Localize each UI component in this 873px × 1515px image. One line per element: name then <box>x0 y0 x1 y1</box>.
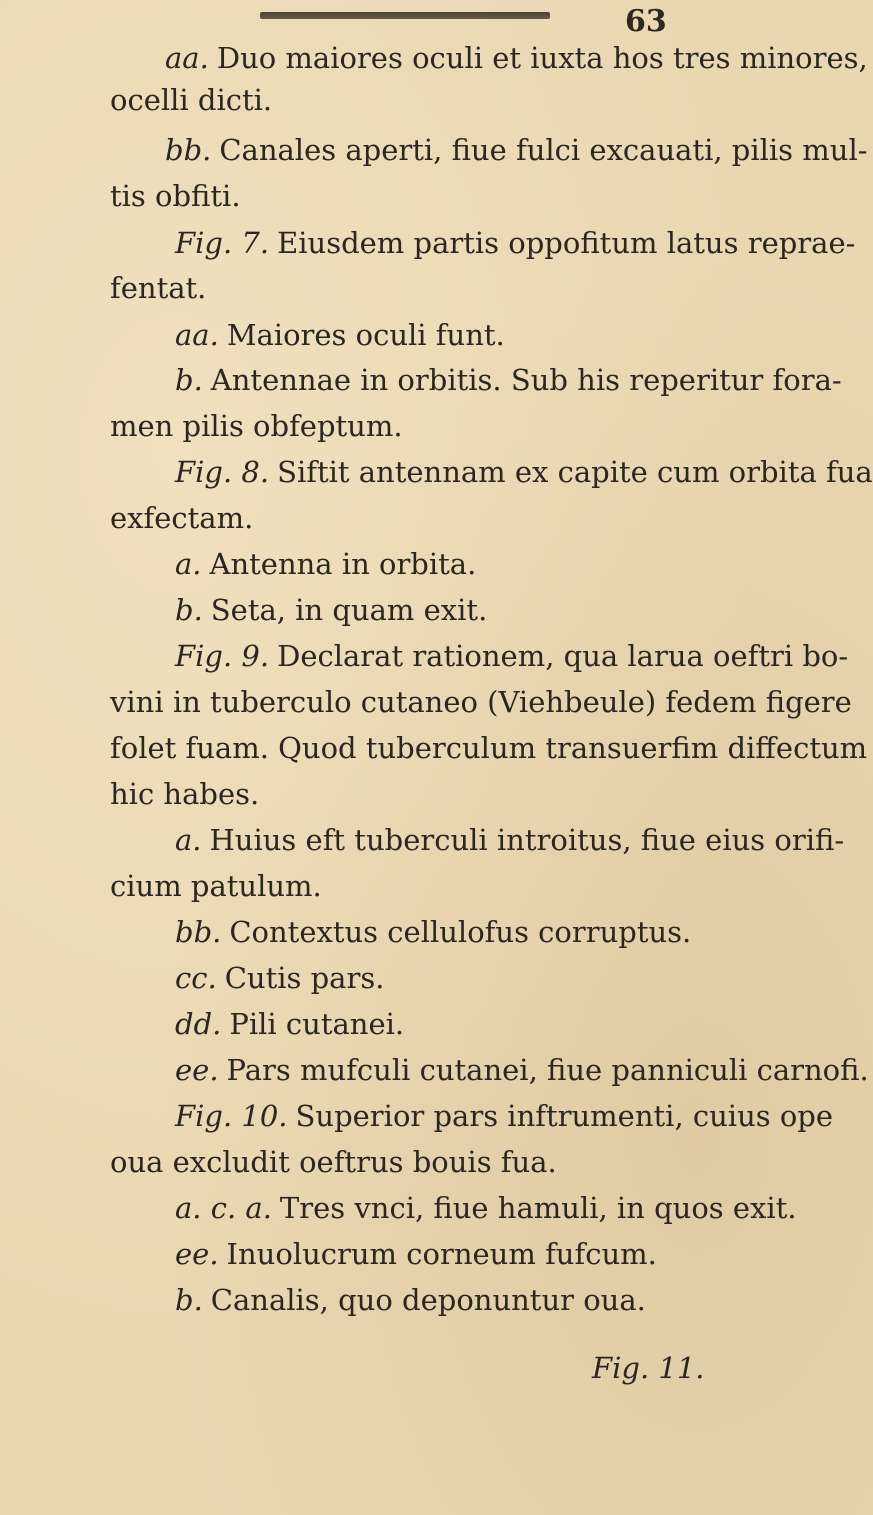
text-line <box>175 960 384 996</box>
text-line <box>175 1098 833 1134</box>
item-text: Pars mufculi cutanei, fiue panniculi carnofi. <box>226 1053 869 1087</box>
item-text: tis obfiti. <box>110 179 241 213</box>
text-line <box>165 132 868 168</box>
text-line <box>110 730 867 766</box>
text-line <box>110 868 322 904</box>
text-line <box>175 1282 646 1318</box>
item-label: aa. <box>165 41 209 75</box>
text-line <box>175 822 844 858</box>
page-number: 63 <box>625 4 667 39</box>
item-text: Eiusdem partis oppofitum latus reprae- <box>277 226 856 260</box>
item-text: Antenna in orbita. <box>209 547 477 581</box>
item-text: Inuolucrum corneum fufcum. <box>226 1237 657 1271</box>
item-text: Pili cutanei. <box>229 1007 405 1041</box>
text-line <box>175 592 487 628</box>
text-line <box>175 1236 657 1272</box>
text-line <box>175 638 848 674</box>
item-text: Maiores oculi funt. <box>226 318 505 352</box>
item-text: Duo maiores oculi et iuxta hos tres minores, <box>216 41 868 75</box>
text-line <box>175 362 842 398</box>
item-text: Antennae in orbitis. Sub his reperitur fora- <box>210 363 842 397</box>
item-label: aa. <box>175 318 219 352</box>
text-line <box>175 225 855 261</box>
item-label: ee. <box>175 1053 219 1087</box>
item-text: cium patulum. <box>110 869 322 903</box>
item-text: Tres vnci, fiue hamuli, in quos exit. <box>279 1191 797 1225</box>
text-line <box>110 500 253 536</box>
item-label: b. <box>175 1283 203 1317</box>
text-line <box>110 178 241 214</box>
item-text: fentat. <box>110 271 207 305</box>
text-line <box>110 1144 557 1180</box>
item-text: Cutis pars. <box>224 961 385 995</box>
item-text: exfectam. <box>110 501 254 535</box>
item-label: a. <box>175 823 202 857</box>
text-line <box>110 684 852 720</box>
text-line <box>165 40 868 76</box>
text-line <box>175 1052 869 1088</box>
text-line <box>110 408 403 444</box>
text-line <box>110 270 206 306</box>
item-text: ocelli dicti. <box>110 83 273 117</box>
item-text: hic habes. <box>110 777 260 811</box>
text-line <box>110 82 272 118</box>
item-text: Siftit antennam ex capite cum orbita fua <box>277 455 873 489</box>
item-text: folet fuam. Quod tuberculum transuerfim diffectum <box>110 731 868 765</box>
item-label: a. <box>175 547 202 581</box>
text-line <box>175 454 873 490</box>
item-label: dd. <box>175 1007 222 1041</box>
item-text: Canales aperti, fiue fulci excauati, pilis mul- <box>219 133 868 167</box>
item-text: oua excludit oeftrus bouis fua. <box>110 1145 557 1179</box>
text-line <box>175 317 505 353</box>
item-label: ee. <box>175 1237 219 1271</box>
text-line <box>110 776 259 812</box>
catchword: Fig. 11. <box>592 1351 705 1385</box>
item-text: Canalis, quo deponuntur oua. <box>210 1283 646 1317</box>
item-text: Seta, in quam exit. <box>210 593 488 627</box>
item-text: Superior pars inftrumenti, cuius ope <box>295 1099 834 1133</box>
item-label: bb. <box>165 133 212 167</box>
item-label: cc. <box>175 961 217 995</box>
figure-label: Fig. 9. <box>175 639 270 673</box>
item-text: Contextus cellulofus corruptus. <box>229 915 692 949</box>
item-text: vini in tuberculo cutaneo (Viehbeule) fedem figere <box>110 685 852 719</box>
figure-label: Fig. 8. <box>175 455 270 489</box>
text-line <box>175 1190 797 1226</box>
figure-label: Fig. 7. <box>175 226 270 260</box>
figure-label: Fig. 10. <box>175 1099 288 1133</box>
header-rule <box>260 12 550 19</box>
item-label: bb. <box>175 915 222 949</box>
item-label: b. <box>175 363 203 397</box>
item-text: Declarat rationem, qua larua oeftri bo- <box>277 639 849 673</box>
item-label: a. c. a. <box>175 1191 272 1225</box>
text-line <box>175 546 476 582</box>
text-line <box>175 914 691 950</box>
item-label: b. <box>175 593 203 627</box>
item-text: men pilis obfeptum. <box>110 409 403 443</box>
text-line <box>175 1006 404 1042</box>
item-text: Huius eft tuberculi introitus, fiue eius orifi- <box>209 823 845 857</box>
